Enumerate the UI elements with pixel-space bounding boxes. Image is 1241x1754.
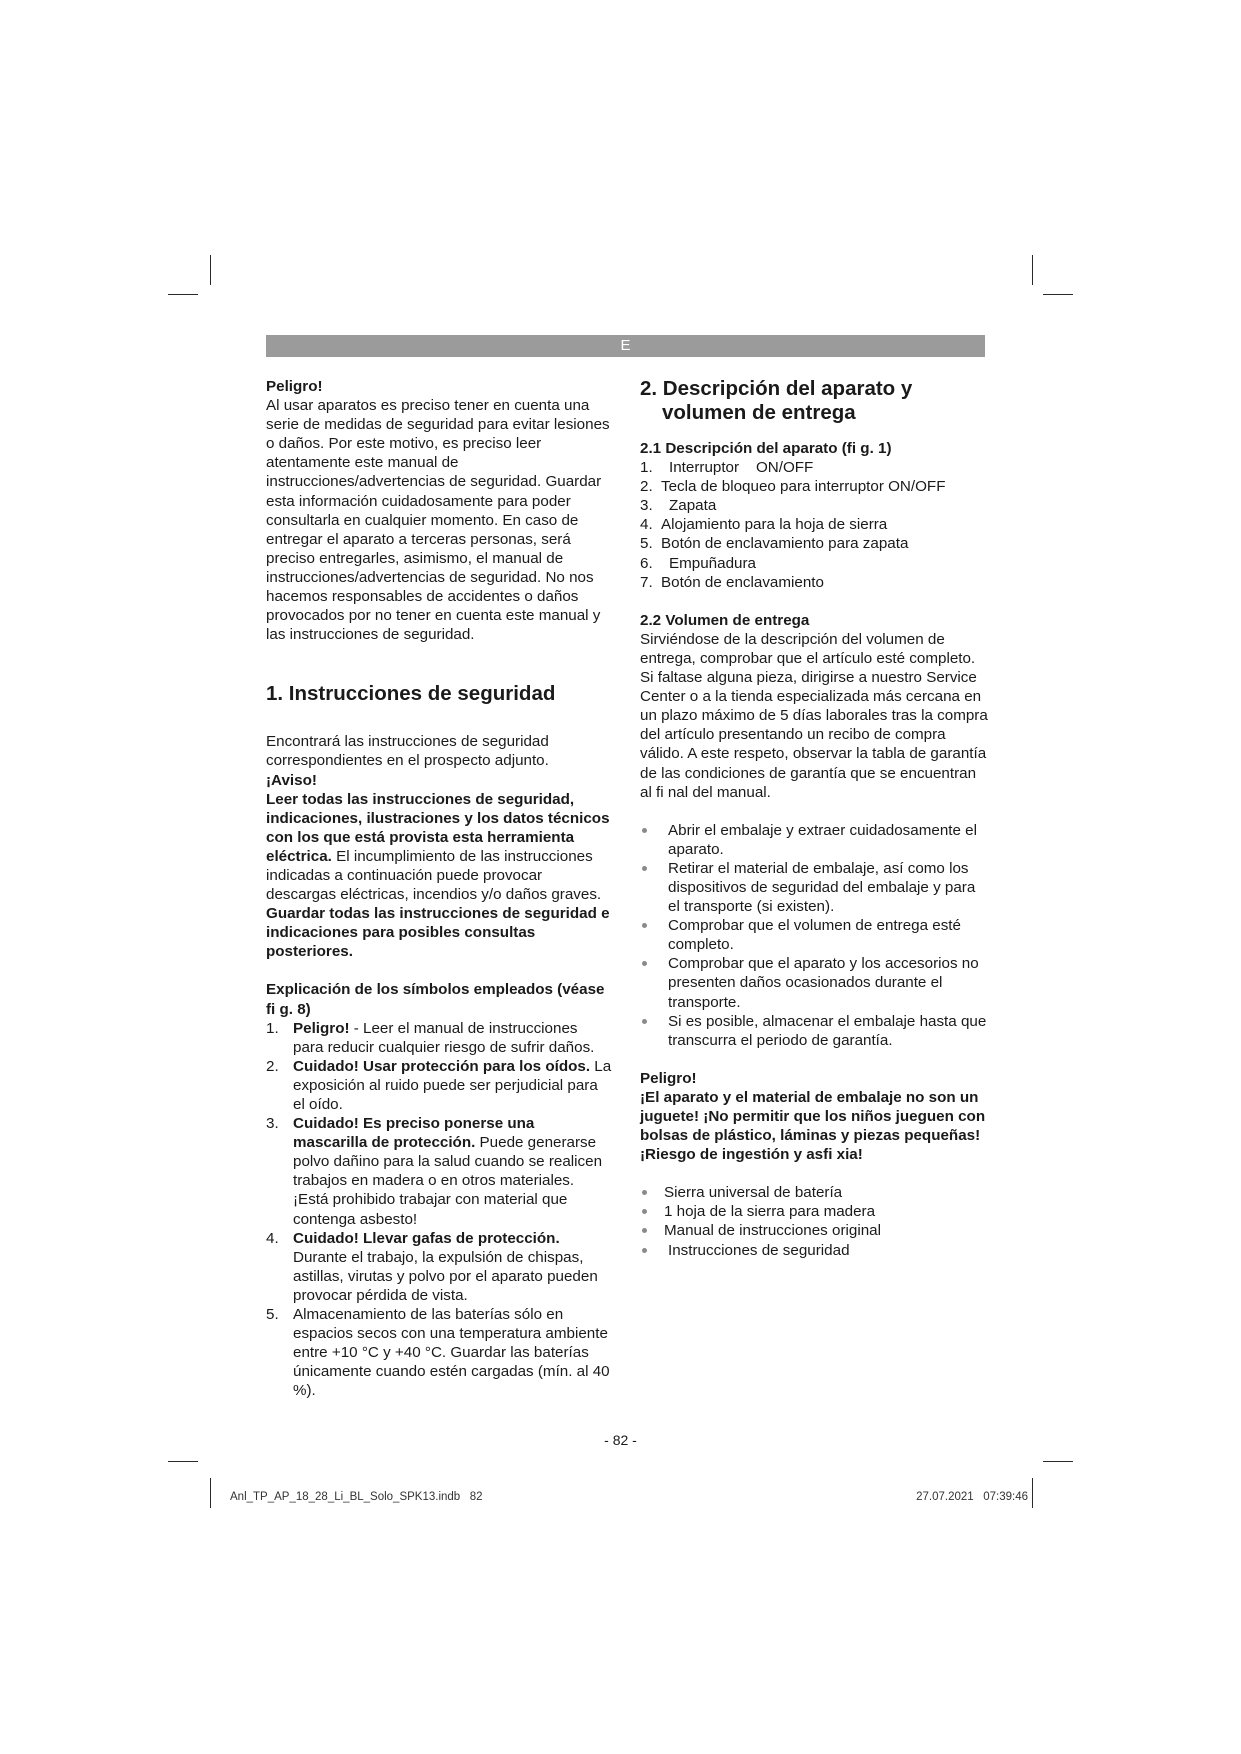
list-item [266, 1305, 612, 1400]
item-text: Comprobar que el volumen de entrega esté completo. [668, 917, 961, 954]
delivery-items [640, 1183, 990, 1259]
list-item [640, 554, 990, 573]
left-column [266, 377, 612, 1401]
item-text: Puede generarse polvo dañino para la salud cuando se realicen trabajos en madera o en otros materiales. ¡Está prohibido trabajar con material que contenga asbesto! [293, 1134, 603, 1228]
danger-title: Peligro! [266, 378, 323, 395]
list-item [266, 1057, 612, 1114]
list-item [640, 496, 990, 515]
list-item [266, 1114, 612, 1229]
list-item [640, 1012, 990, 1050]
list-item [640, 1202, 990, 1221]
bullet-icon [642, 866, 647, 871]
item-number: 5. [266, 1306, 279, 1324]
item-text: Retirar el material de embalaje, así como los dispositivos de seguridad del embalaje y para el transporte (si existen). [668, 859, 976, 916]
danger2-title: Peligro! [640, 1069, 697, 1087]
list-item [266, 1229, 612, 1305]
bullet-icon [642, 1190, 647, 1195]
crop-mark [168, 294, 198, 295]
section1-title: 1. Instrucciones de seguridad [266, 682, 556, 706]
item-number: 7. [640, 573, 653, 591]
bullet-icon [642, 1228, 647, 1233]
item-number: 1. [266, 1019, 279, 1037]
aviso-bold-2: Guardar todas las instrucciones de seguridad e indicaciones para posibles consultas posteriores. [266, 905, 610, 961]
item-text: Durante el trabajo, la expulsión de chispas, astillas, virutas y polvo por el aparato pueden provocar pérdida de vista. [293, 1248, 598, 1304]
list-item [640, 534, 990, 553]
item-number: 3. [640, 497, 653, 515]
crop-mark [210, 255, 211, 285]
danger2-text: ¡El aparato y el material de embalaje no son un juguete! ¡No permitir que los niños jueguen con bolsas de plástico, láminas y piezas pequeñas! ¡Riesgo de ingestión y asfi xia! [640, 1088, 986, 1164]
bullet-icon [642, 923, 647, 928]
symbols-title: Explicación de los símbolos empleados (véase fi g. 8) [266, 981, 605, 1018]
item-text: - Leer el manual de instrucciones para reducir cualquier riesgo de sufrir daños. [293, 1019, 595, 1056]
item-number: 2. [640, 478, 653, 496]
list-item [640, 573, 990, 592]
item-bold: Cuidado! Llevar gafas de protección. [293, 1229, 560, 1247]
section2-title: 2. Descripción del aparato y volumen de entrega [640, 377, 913, 424]
crop-mark [210, 1478, 211, 1508]
crop-mark [1032, 255, 1033, 285]
list-item [640, 477, 990, 496]
list-item [640, 1183, 990, 1202]
list-item [640, 821, 990, 859]
footer-timestamp: 27.07.2021 07:39:46 [916, 1491, 1028, 1503]
aviso-paragraph [266, 790, 612, 905]
item-text: 1 hoja de la sierra para madera [664, 1203, 876, 1221]
section1-intro: Encontrará las instrucciones de seguridad correspondientes en el prospecto adjunto. [266, 733, 549, 770]
item-text: Manual de instrucciones original [664, 1222, 881, 1240]
item-text: Comprobar que el aparato y los accesorios no presenten daños ocasionados durante el transporte. [668, 955, 979, 1011]
item-number: 4. [266, 1229, 279, 1247]
list-item [266, 1019, 612, 1057]
sub22-text: Sirviéndose de la descripción del volumen de entrega, comprobar que el artículo esté completo. Si faltase alguna pieza, dirigirse a nuestro Service Center o a la tienda especializada más cercana en un plazo máximo de 5 días laborales tras la compra del artículo presentando un recibo de compra válido. A este respeto, observar la tabla de garantía de las condiciones de garantía que se encuentran al fi nal del manual. [640, 630, 988, 801]
list-item [640, 1241, 990, 1260]
right-column [640, 377, 990, 1260]
item-number: 4. [640, 516, 653, 534]
item-text: Abrir el embalaje y extraer cuidadosamente el aparato. [668, 821, 977, 858]
item-number: 2. [266, 1057, 279, 1075]
crop-mark [1043, 1461, 1073, 1462]
aviso-text: El incumplimiento de las instrucciones indicadas a continuación puede provocar descargas eléctricas, incendios y/o daños graves. [266, 847, 602, 904]
item-label: Alojamiento para la hoja de sierra [661, 516, 888, 534]
aviso-bold: Leer todas las instrucciones de seguridad, indicaciones, ilustraciones y los datos técnicos con los que está provista esta herramienta eléctrica. [266, 790, 610, 865]
bullet-icon [642, 828, 647, 833]
item-text: Sierra universal de batería [664, 1184, 843, 1202]
bullet-icon [642, 1248, 647, 1253]
list-item [640, 458, 990, 477]
item-label: Zapata [669, 497, 717, 515]
item-number: 5. [640, 535, 653, 553]
page-number: - 82 - [604, 1432, 637, 1448]
footer-file-name: Anl_TP_AP_18_28_Li_BL_Solo_SPK13.indb 82 [230, 1491, 483, 1503]
bullet-icon [642, 1019, 647, 1024]
list-item [640, 515, 990, 534]
list-item [640, 916, 990, 954]
crop-mark [168, 1461, 198, 1462]
bullet-icon [642, 961, 647, 966]
item-number: 3. [266, 1115, 279, 1133]
item-text: La exposición al ruido puede ser perjudicial para el oído. [293, 1057, 612, 1113]
item-label: Tecla de bloqueo para interruptor ON/OFF [661, 478, 946, 496]
bullet-icon [642, 1209, 647, 1214]
unpacking-steps [640, 821, 990, 1050]
parts-list [640, 458, 990, 592]
item-text: Si es posible, almacenar el embalaje hasta que transcurra el periodo de garantía. [668, 1012, 987, 1049]
item-bold: Cuidado! Usar protección para los oídos. [293, 1057, 591, 1075]
language-header-bar [266, 335, 985, 357]
list-item [640, 1221, 990, 1240]
item-number: 6. [640, 554, 653, 572]
item-text: Instrucciones de seguridad [668, 1241, 850, 1259]
danger-text: Al usar aparatos es preciso tener en cuenta una serie de medidas de seguridad para evitar lesiones o daños. Por este motivo, es preciso leer atentamente este manual de instrucciones/advertencias de seguridad. Guardar esta información cuidadosamente para poder consultarla en cualquier momento. En caso de entregar el aparato a terceras personas, será preciso entregarles, asimismo, el manual de instrucciones/advertencias de seguridad. No nos hacemos responsables de accidentes o daños provocados por no tener en cuenta este manual y las instrucciones de seguridad. [266, 397, 610, 644]
item-label: Empuñadura [669, 554, 756, 572]
item-label: Interruptor ON/OFF [669, 459, 814, 477]
crop-mark [1032, 1478, 1033, 1508]
item-text: Almacenamiento de las baterías sólo en espacios secos con una temperatura ambiente entre +10 °C y +40 °C. Guardar las baterías únicamente cuando estén cargadas (mín. al 40 %). [293, 1306, 610, 1400]
aviso-title: ¡Aviso! [266, 771, 317, 789]
item-bold: Cuidado! Es preciso ponerse una mascarilla de protección. [293, 1115, 535, 1152]
list-item [640, 954, 990, 1011]
list-item [640, 859, 990, 916]
item-number: 1. [640, 459, 653, 477]
language-tab: E [620, 337, 631, 354]
item-label: Botón de enclavamiento [661, 573, 824, 591]
item-label: Botón de enclavamiento para zapata [661, 535, 909, 553]
sub22-title: 2.2 Volumen de entrega [640, 611, 810, 629]
item-bold: Peligro! [293, 1019, 350, 1037]
sub21-title: 2.1 Descripción del aparato (fi g. 1) [640, 440, 892, 457]
crop-mark [1043, 294, 1073, 295]
symbols-list [266, 1019, 612, 1401]
